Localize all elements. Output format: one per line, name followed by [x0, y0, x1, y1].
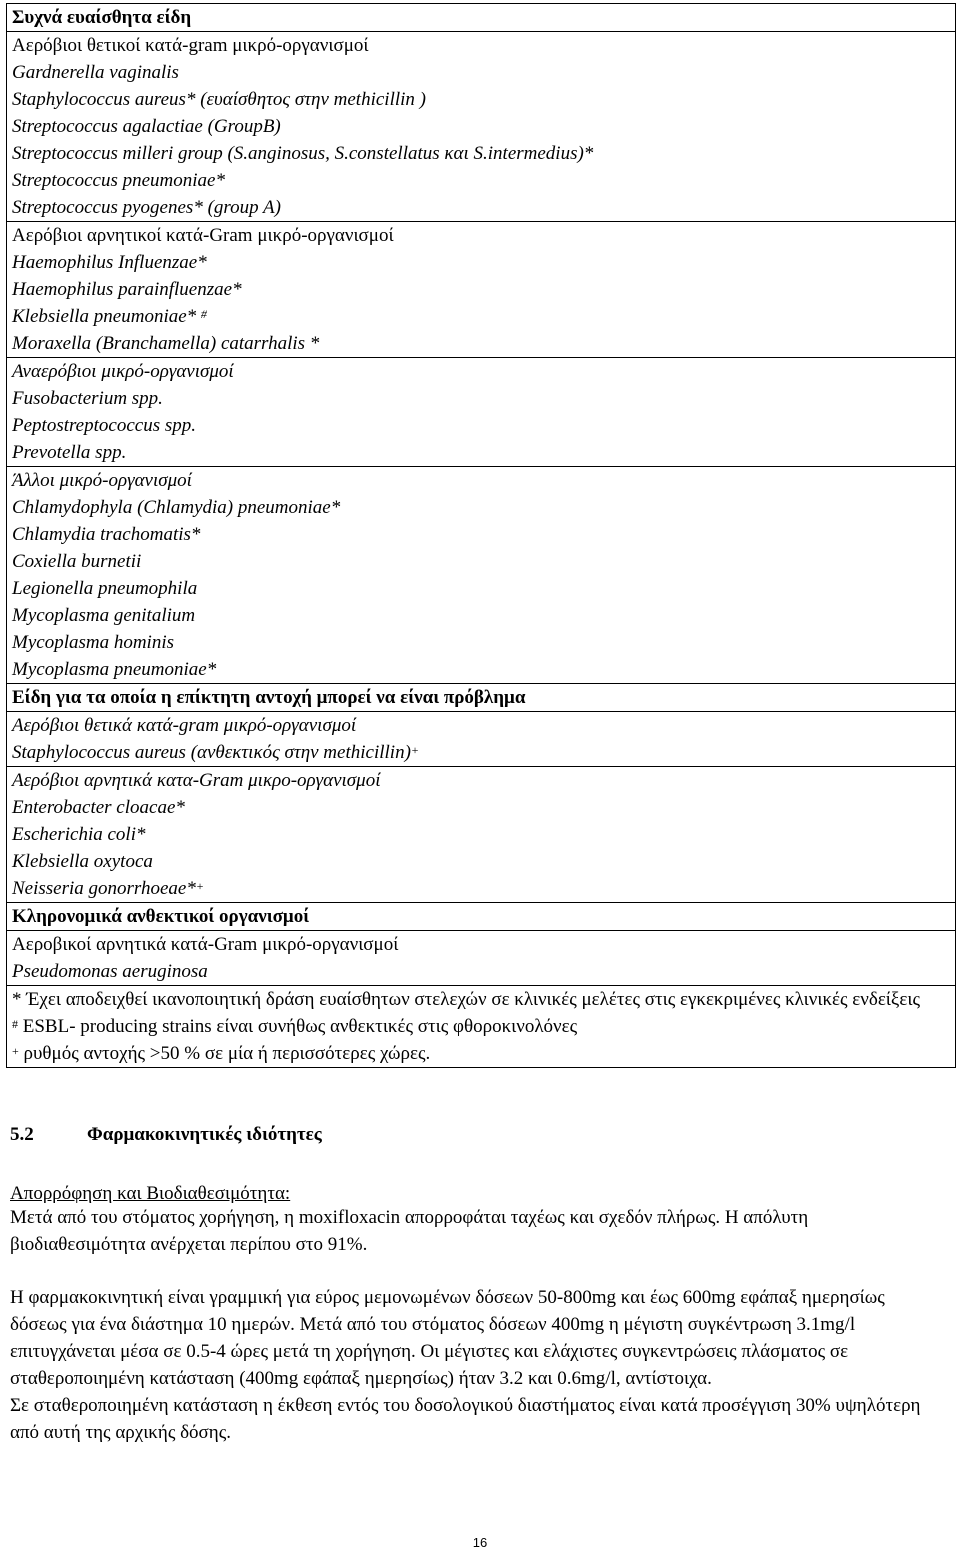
organism-name: Chlamydophyla (Chlamydia) pneumoniae*: [12, 497, 341, 518]
organism-name: Neisseria gonorrhoeae*+: [12, 878, 204, 899]
organism-name: Haemophilus Influenzae*: [12, 252, 207, 273]
organism-name: Klebsiella pneumoniae* #: [12, 306, 207, 327]
organism-name: Escherichia coli*: [12, 824, 146, 845]
organism-group-title: Αερόβιοι αρνητικά κατα-Gram μικρο-οργανισμοί: [12, 770, 381, 791]
table-section-header: Κληρονομικά ανθεκτικοί οργανισμοί: [12, 906, 310, 927]
organism-group-title: Άλλοι μικρό-οργανισμοί: [12, 470, 192, 491]
table-section-header: Συχνά ευαίσθητα είδη: [12, 7, 192, 28]
paragraph-3: Σε σταθεροποιημένη κατάσταση η έκθεση εντός του δοσολογικού διαστήματος είναι κατά προσέγγιση 30% υψηλότερη από αυτή της αρχικής δόσης.: [10, 1395, 921, 1443]
organism-name: Mycoplasma hominis: [12, 632, 175, 653]
footnote-mark: +: [195, 879, 204, 893]
organism-name: Pseudomonas aeruginosa: [12, 961, 208, 982]
organism-name: Streptococcus pyogenes* (group A): [12, 197, 281, 218]
paragraph-1: Μετά από του στόματος χορήγηση, η moxifloxacin απορροφάται ταχέως και σχεδόν πλήρως. Η απόλυτη βιοδιαθεσιμότητα ανέρχεται περίπου στο 91%.: [10, 1207, 809, 1255]
table-section-header: Είδη για τα οποία η επίκτητη αντοχή μπορεί να είναι πρόβλημα: [12, 687, 526, 708]
organism-group-title: Αερόβιοι θετικοί κατά-gram μικρό-οργανισμοί: [12, 35, 369, 56]
organism-name: Moraxella (Branchamella) catarrhalis *: [12, 333, 320, 354]
organism-name: Peptostreptococcus spp.: [12, 415, 196, 436]
organism-name: Enterobacter cloacae*: [12, 797, 185, 818]
subheading-absorption: Απορρόφηση και Βιοδιαθεσιμότητα:: [10, 1183, 291, 1204]
susceptibility-table: [6, 3, 956, 1068]
organism-name: Mycoplasma genitalium: [12, 605, 196, 626]
footnote-mark: +: [12, 1044, 19, 1058]
organism-name: Gardnerella vaginalis: [12, 62, 179, 83]
organism-group-title: Αερόβιοι θετικά κατά-gram μικρό-οργανισμοί: [12, 715, 357, 736]
footnote-mark: #: [12, 1017, 18, 1031]
organism-name: Haemophilus parainfluenzae*: [12, 279, 242, 300]
organism-name: Fusobacterium spp.: [12, 388, 163, 409]
organism-name: Streptococcus pneumoniae*: [12, 170, 225, 191]
organism-name: Chlamydia trachomatis*: [12, 524, 201, 545]
organism-name: Mycoplasma pneumoniae*: [12, 659, 217, 680]
organism-name: Klebsiella oxytoca: [12, 851, 153, 872]
organism-name: Staphylococcus aureus* (ευαίσθητος στην methicillin ): [12, 89, 426, 110]
page-number: 16: [472, 1535, 488, 1550]
organism-name: Prevotella spp.: [12, 442, 127, 463]
paragraph-2: Η φαρμακοκινητική είναι γραμμική για εύρος μεμονωμένων δόσεων 50-800mg και έως 600mg εφάπαξ ημερησίως δόσεως για ένα διάστημα 10 ημερών. Μετά από του στόματος δόσεων 400mg η μέγιστη συγκέντρωση 3.1mg/l επιτυγχάνεται μέσα σε 0.5-4 ώρες μετά τη χορήγηση. Οι μέγιστες και ελάχιστες συγκεντρώσεις πλάσματος σε σταθεροποιημένη κατάσταση (400mg εφάπαξ ημερησίως) ήταν 3.2 και 0.6mg/l, αντίστοιχα.: [10, 1287, 885, 1389]
footnote-mark: #: [200, 307, 207, 321]
organism-name: Staphylococcus aureus (ανθεκτικός στην methicillin)+: [12, 742, 420, 763]
organism-group-title: Αναερόβιοι μικρό-οργανισμοί: [12, 361, 234, 382]
section-number: 5.2: [10, 1124, 34, 1145]
section-title: Φαρμακοκινητικές ιδιότητες: [87, 1124, 322, 1145]
footnote-mark: +: [410, 743, 420, 757]
organism-name: Streptococcus agalactiae (GroupB): [12, 116, 281, 137]
footnote: * Έχει αποδειχθεί ικανοποιητική δράση ευαίσθητων στελεχών σε κλινικές μελέτες στις εγκεκριμένες κλινικές ενδείξεις: [12, 989, 920, 1010]
organism-group-title: Αεροβικοί αρνητικά κατά-Gram μικρό-οργανισμοί: [12, 934, 399, 955]
organism-name: Streptococcus milleri group (S.anginosus, S.constellatus και S.intermedius)*: [12, 143, 594, 164]
organism-name: Legionella pneumophila: [12, 578, 198, 599]
organism-name: Coxiella burnetii: [12, 551, 142, 572]
organism-group-title: Αερόβιοι αρνητικοί κατά-Gram μικρό-οργανισμοί: [12, 225, 394, 246]
section-heading: [10, 1124, 322, 1146]
footnote: # ESBL- producing strains είναι συνήθως ανθεκτικές στις φθοροκινολόνες: [12, 1016, 578, 1037]
footnote: + ρυθμός αντοχής >50 % σε μία ή περισσότερες χώρες.: [12, 1043, 431, 1064]
